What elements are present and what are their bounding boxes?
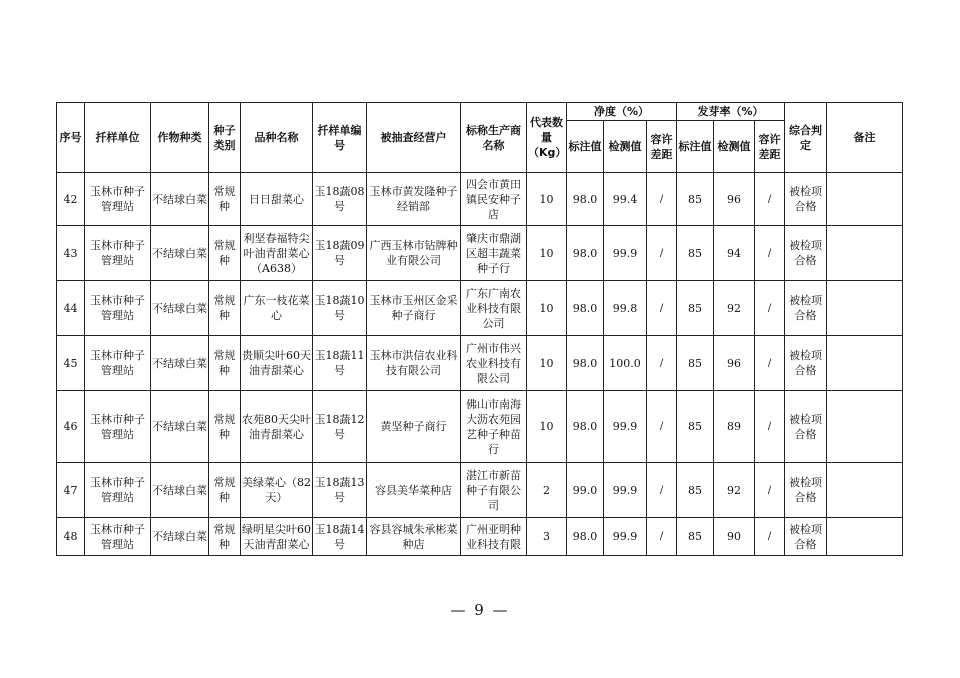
cell-sample-no: 玉18蔬11号 [313, 336, 367, 391]
cell-judgment: 被检项合格 [785, 391, 827, 463]
cell-sampler: 玉林市种子管理站 [85, 226, 151, 281]
cell-seed-type: 常规种 [209, 463, 241, 518]
cell-crop: 不结球白菜 [151, 463, 209, 518]
cell-purity-tested: 100.0 [604, 336, 647, 391]
cell-seed-type: 常规种 [209, 226, 241, 281]
cell-remarks [827, 281, 903, 336]
cell-seed-type: 常规种 [209, 336, 241, 391]
cell-judgment: 被检项合格 [785, 173, 827, 226]
header-purity-labeled: 标注值 [567, 121, 604, 173]
cell-germination-labeled: 85 [677, 391, 714, 463]
cell-purity-labeled: 98.0 [567, 281, 604, 336]
cell-purity-tolerance: / [647, 391, 677, 463]
cell-purity-tested: 99.9 [604, 463, 647, 518]
cell-producer: 广东广南农业科技有限公司 [461, 281, 527, 336]
cell-germination-tolerance: / [755, 391, 785, 463]
cell-judgment: 被检项合格 [785, 336, 827, 391]
cell-seq: 43 [57, 226, 85, 281]
cell-quantity: 3 [527, 518, 567, 556]
cell-germination-labeled: 85 [677, 281, 714, 336]
cell-germination-tested: 89 [714, 391, 755, 463]
cell-quantity: 10 [527, 281, 567, 336]
header-operator: 被抽查经营户 [367, 103, 461, 173]
cell-germination-labeled: 85 [677, 336, 714, 391]
table-row [57, 463, 903, 518]
cell-sample-no: 玉18蔬12号 [313, 391, 367, 463]
table-row [57, 391, 903, 463]
cell-purity-tested: 99.8 [604, 281, 647, 336]
cell-sample-no: 玉18蔬14号 [313, 518, 367, 556]
table-row [57, 336, 903, 391]
cell-variety: 美绿菜心（82天） [241, 463, 313, 518]
header-germination: 发芽率（%） [677, 103, 785, 121]
cell-producer: 湛江市新苗种子有限公司 [461, 463, 527, 518]
cell-sampler: 玉林市种子管理站 [85, 518, 151, 556]
cell-seq: 48 [57, 518, 85, 556]
cell-judgment: 被检项合格 [785, 226, 827, 281]
cell-germination-tolerance: / [755, 336, 785, 391]
header-row [57, 103, 903, 121]
cell-operator: 黄坚种子商行 [367, 391, 461, 463]
header-judgment: 综合判定 [785, 103, 827, 173]
cell-germination-tolerance: / [755, 463, 785, 518]
cell-sampler: 玉林市种子管理站 [85, 391, 151, 463]
cell-seed-type: 常规种 [209, 518, 241, 556]
header-sample-no: 扦样单编号 [313, 103, 367, 173]
cell-germination-tested: 90 [714, 518, 755, 556]
cell-crop: 不结球白菜 [151, 391, 209, 463]
cell-germination-tested: 96 [714, 173, 755, 226]
cell-quantity: 10 [527, 173, 567, 226]
cell-crop: 不结球白菜 [151, 336, 209, 391]
cell-remarks [827, 336, 903, 391]
header-crop: 作物种类 [151, 103, 209, 173]
cell-purity-tested: 99.9 [604, 518, 647, 556]
header-remarks: 备注 [827, 103, 903, 173]
cell-producer: 广州市伟兴农业科技有限公司 [461, 336, 527, 391]
cell-germination-labeled: 85 [677, 518, 714, 556]
cell-seq: 44 [57, 281, 85, 336]
cell-germination-tested: 92 [714, 281, 755, 336]
table-row [57, 281, 903, 336]
cell-remarks [827, 391, 903, 463]
cell-purity-labeled: 98.0 [567, 336, 604, 391]
cell-operator: 玉林市黄发隆种子经销部 [367, 173, 461, 226]
cell-variety: 贵顺尖叶60天油青甜菜心 [241, 336, 313, 391]
header-producer: 标称生产商名称 [461, 103, 527, 173]
cell-purity-tolerance: / [647, 463, 677, 518]
cell-variety: 绿明星尖叶60天油青甜菜心 [241, 518, 313, 556]
cell-variety: 日日甜菜心 [241, 173, 313, 226]
header-seed-type: 种子类别 [209, 103, 241, 173]
cell-germination-tolerance: / [755, 226, 785, 281]
cell-purity-labeled: 98.0 [567, 226, 604, 281]
cell-germination-labeled: 85 [677, 463, 714, 518]
cell-operator: 容县美华菜种店 [367, 463, 461, 518]
header-sampler: 扦样单位 [85, 103, 151, 173]
header-germination-labeled: 标注值 [677, 121, 714, 173]
cell-seq: 47 [57, 463, 85, 518]
cell-purity-tolerance: / [647, 226, 677, 281]
cell-crop: 不结球白菜 [151, 518, 209, 556]
cell-purity-tested: 99.9 [604, 391, 647, 463]
cell-sampler: 玉林市种子管理站 [85, 281, 151, 336]
cell-germination-tolerance: / [755, 281, 785, 336]
cell-germination-labeled: 85 [677, 173, 714, 226]
cell-sampler: 玉林市种子管理站 [85, 463, 151, 518]
cell-operator: 广西玉林市钻牌种业有限公司 [367, 226, 461, 281]
cell-germination-tolerance: / [755, 173, 785, 226]
cell-purity-tested: 99.9 [604, 226, 647, 281]
cell-purity-tolerance: / [647, 336, 677, 391]
cell-sample-no: 玉18蔬09号 [313, 226, 367, 281]
cell-crop: 不结球白菜 [151, 226, 209, 281]
cell-seq: 42 [57, 173, 85, 226]
cell-producer: 四会市黄田镇民安种子店 [461, 173, 527, 226]
cell-sampler: 玉林市种子管理站 [85, 336, 151, 391]
cell-judgment: 被检项合格 [785, 463, 827, 518]
header-quantity: 代表数量（Kg） [527, 103, 567, 173]
table-row [57, 518, 903, 556]
table-row [57, 173, 903, 226]
header-germination-tested: 检测值 [714, 121, 755, 173]
cell-purity-tolerance: / [647, 518, 677, 556]
table-row [57, 226, 903, 281]
cell-sample-no: 玉18蔬13号 [313, 463, 367, 518]
cell-variety: 利坚春福特尖叶油青甜菜心（A638） [241, 226, 313, 281]
header-purity-tolerance: 容许差距 [647, 121, 677, 173]
cell-remarks [827, 226, 903, 281]
cell-purity-labeled: 99.0 [567, 463, 604, 518]
cell-crop: 不结球白菜 [151, 281, 209, 336]
cell-remarks [827, 518, 903, 556]
cell-remarks [827, 463, 903, 518]
seed-inspection-table [56, 102, 903, 556]
cell-quantity: 10 [527, 391, 567, 463]
cell-seq: 45 [57, 336, 85, 391]
cell-quantity: 2 [527, 463, 567, 518]
cell-operator: 玉林市洪信农业科技有限公司 [367, 336, 461, 391]
cell-purity-labeled: 98.0 [567, 518, 604, 556]
cell-operator: 容县容城朱承彬菜种店 [367, 518, 461, 556]
cell-germination-tested: 92 [714, 463, 755, 518]
cell-germination-labeled: 85 [677, 226, 714, 281]
cell-variety: 农苑80天尖叶油青甜菜心 [241, 391, 313, 463]
cell-purity-tested: 99.4 [604, 173, 647, 226]
header-seq: 序号 [57, 103, 85, 173]
cell-variety: 广东一枝花菜心 [241, 281, 313, 336]
cell-operator: 玉林市玉州区金采种子商行 [367, 281, 461, 336]
cell-crop: 不结球白菜 [151, 173, 209, 226]
cell-seq: 46 [57, 391, 85, 463]
cell-seed-type: 常规种 [209, 281, 241, 336]
cell-seed-type: 常规种 [209, 391, 241, 463]
cell-producer: 广州亚明种业科技有限 [461, 518, 527, 556]
cell-judgment: 被检项合格 [785, 518, 827, 556]
header-germination-tolerance: 容许差距 [755, 121, 785, 173]
cell-purity-tolerance: / [647, 281, 677, 336]
cell-germination-tolerance: / [755, 518, 785, 556]
cell-purity-labeled: 98.0 [567, 173, 604, 226]
cell-germination-tested: 96 [714, 336, 755, 391]
header-purity-tested: 检测值 [604, 121, 647, 173]
cell-quantity: 10 [527, 226, 567, 281]
header-variety: 品种名称 [241, 103, 313, 173]
cell-judgment: 被检项合格 [785, 281, 827, 336]
header-purity: 净度（%） [567, 103, 677, 121]
cell-purity-tolerance: / [647, 173, 677, 226]
cell-sample-no: 玉18蔬08号 [313, 173, 367, 226]
page-number: — 9 — [450, 601, 510, 619]
cell-remarks [827, 173, 903, 226]
cell-purity-labeled: 98.0 [567, 391, 604, 463]
cell-producer: 肇庆市鼎湖区超丰蔬菜种子行 [461, 226, 527, 281]
cell-sample-no: 玉18蔬10号 [313, 281, 367, 336]
cell-quantity: 10 [527, 336, 567, 391]
cell-germination-tested: 94 [714, 226, 755, 281]
cell-producer: 佛山市南海大沥农苑园艺种子种苗行 [461, 391, 527, 463]
cell-seed-type: 常规种 [209, 173, 241, 226]
cell-sampler: 玉林市种子管理站 [85, 173, 151, 226]
